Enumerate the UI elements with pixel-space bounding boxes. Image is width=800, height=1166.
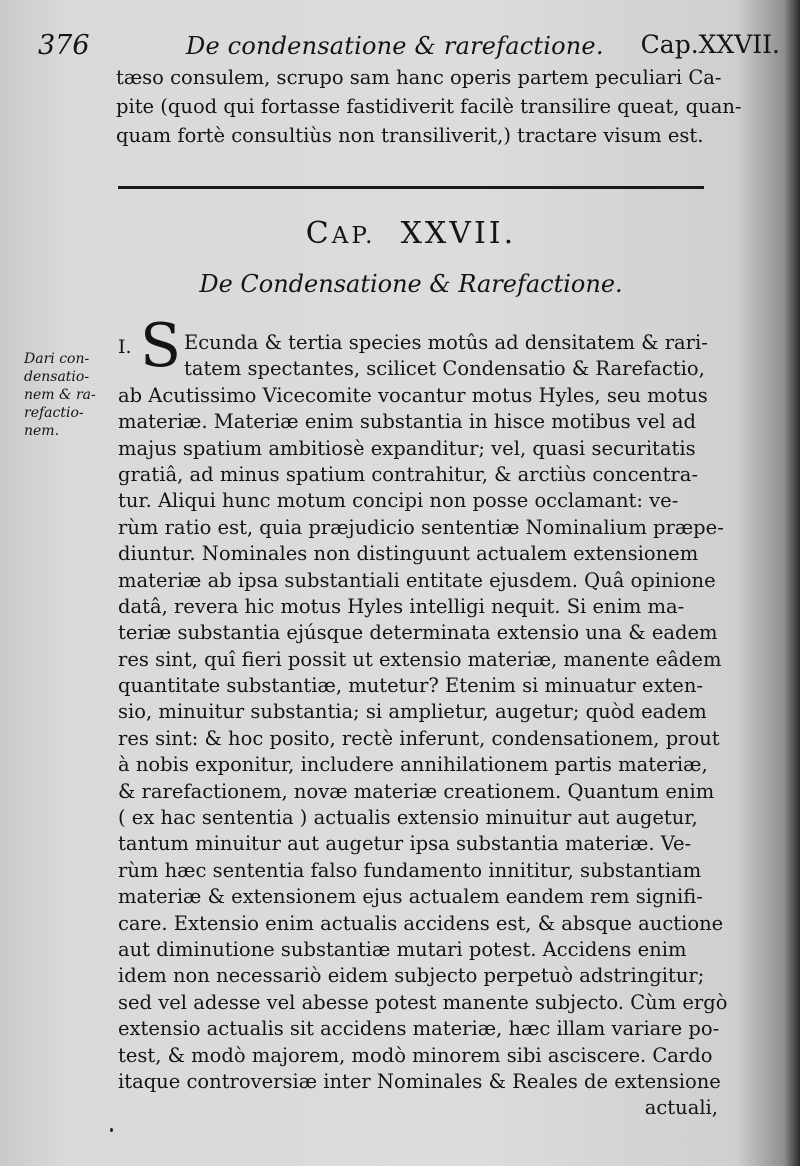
section-divider-rule	[118, 186, 704, 189]
text-line: care. Extensio enim actualis accidens est, & absque auctione	[118, 911, 724, 935]
chapter-reference: Cap.XXVII.	[640, 30, 780, 59]
text-line: res sint: & hoc posito, rectè inferunt, condensationem, prout	[118, 726, 720, 750]
text-line: majus spatium ambitiosè expanditur; vel, quasi securitatis	[118, 436, 696, 460]
text-line: à nobis exponitur, includere annihilationem partis materiæ,	[118, 753, 708, 777]
chapter-number: XXVII.	[400, 216, 517, 251]
body-paragraph	[118, 330, 728, 1122]
page-header	[38, 28, 792, 64]
ink-speck	[110, 1128, 113, 1132]
text-line: teriæ substantia ejúsque determinata extensio una & eadem	[118, 621, 718, 645]
margin-note-line: nem & ra-	[24, 387, 96, 403]
drop-cap: S	[140, 311, 182, 381]
text-line: Ecunda & tertia species motûs ad densitatem & rari-	[184, 331, 708, 354]
text-line: materiæ ab ipsa substantiali entitate ejusdem. Quâ opinione	[118, 568, 716, 592]
paragraph-number: I.	[118, 336, 132, 358]
text-line: diuntur. Nominales non distinguunt actualem extensionem	[118, 542, 699, 566]
text-line: res sint, quî fieri possit ut extensio materiæ, manente eâdem	[118, 647, 722, 671]
text-line: quantitate substantiæ, mutetur? Etenim si minuatur exten-	[118, 674, 703, 698]
catchword: actuali,	[644, 1096, 718, 1120]
text-line: rùm hæc sententia falso fundamento innititur, substantiam	[118, 858, 702, 882]
margin-note-line: Dari con-	[24, 351, 90, 367]
text-line: test, & modò majorem, modò minorem sibi asciscere. Cardo	[118, 1043, 713, 1067]
text-line: sio, minuitur substantia; si amplietur, augetur; quòd eadem	[118, 700, 707, 724]
chapter-cap-rest: AP.	[331, 223, 376, 249]
text-line: ab Acutissimo Vicecomite vocantur motus Hyles, seu motus	[118, 383, 708, 407]
text-line: sed vel adesse vel abesse potest manente subjecto. Cùm ergò	[118, 990, 728, 1014]
text-line: materiæ. Materiæ enim substantia in hisce motibus vel ad	[118, 410, 696, 434]
text-line: ( ex hac sententia ) actualis extensio minuitur aut augetur,	[118, 806, 698, 830]
continued-text	[116, 63, 742, 150]
chapter-heading	[118, 216, 704, 251]
margin-note-line: nem.	[24, 423, 60, 439]
margin-note-line: densatio-	[24, 369, 90, 385]
margin-note-line: refactio-	[24, 405, 84, 421]
text-line: itaque controversiæ inter Nominales & Reales de extensione	[118, 1069, 721, 1093]
page-number: 376	[38, 30, 90, 61]
text-line: tur. Aliqui hunc motum concipi non posse occlamant: ve-	[118, 489, 679, 513]
text-line: datâ, revera hic motus Hyles intelligi nequit. Si enim ma-	[118, 594, 685, 618]
text-line: tæso consulem, scrupo sam hanc operis partem peculiari Ca-	[116, 66, 722, 89]
text-line: materiæ & extensionem ejus actualem eandem rem signifi-	[118, 885, 703, 909]
text-line: extensio actualis sit accidens materiæ, hæc illam variare po-	[118, 1017, 720, 1041]
text-line: & rarefactionem, novæ materiæ creationem. Quantum enim	[118, 779, 715, 803]
text-line: pite (quod qui fortasse fastidiverit facilè transilire queat, quan-	[116, 95, 742, 118]
text-line: idem non necessariò eidem subjecto perpetuò adstringitur;	[118, 964, 705, 988]
chapter-cap-initial: C	[305, 216, 332, 251]
text-line: aut diminutione substantiæ mutari potest. Accidens enim	[118, 937, 687, 961]
running-title: De condensatione & rarefactione.	[186, 32, 604, 60]
text-line: quam fortè consultiùs non transiliverit,) tractare visum est.	[116, 124, 704, 147]
margin-note	[24, 350, 119, 440]
text-line: gratiâ, ad minus spatium contrahitur, & arctiùs concentra-	[118, 462, 698, 486]
text-line: tatem spectantes, scilicet Condensatio & Rarefactio,	[184, 357, 705, 381]
text-line: rùm ratio est, quia præjudicio sententiæ Nominalium præpe-	[118, 515, 724, 539]
chapter-title: De Condensatione & Rarefactione.	[199, 270, 623, 298]
text-line: tantum minuitur aut augetur ipsa substantia materiæ. Ve-	[118, 832, 692, 856]
